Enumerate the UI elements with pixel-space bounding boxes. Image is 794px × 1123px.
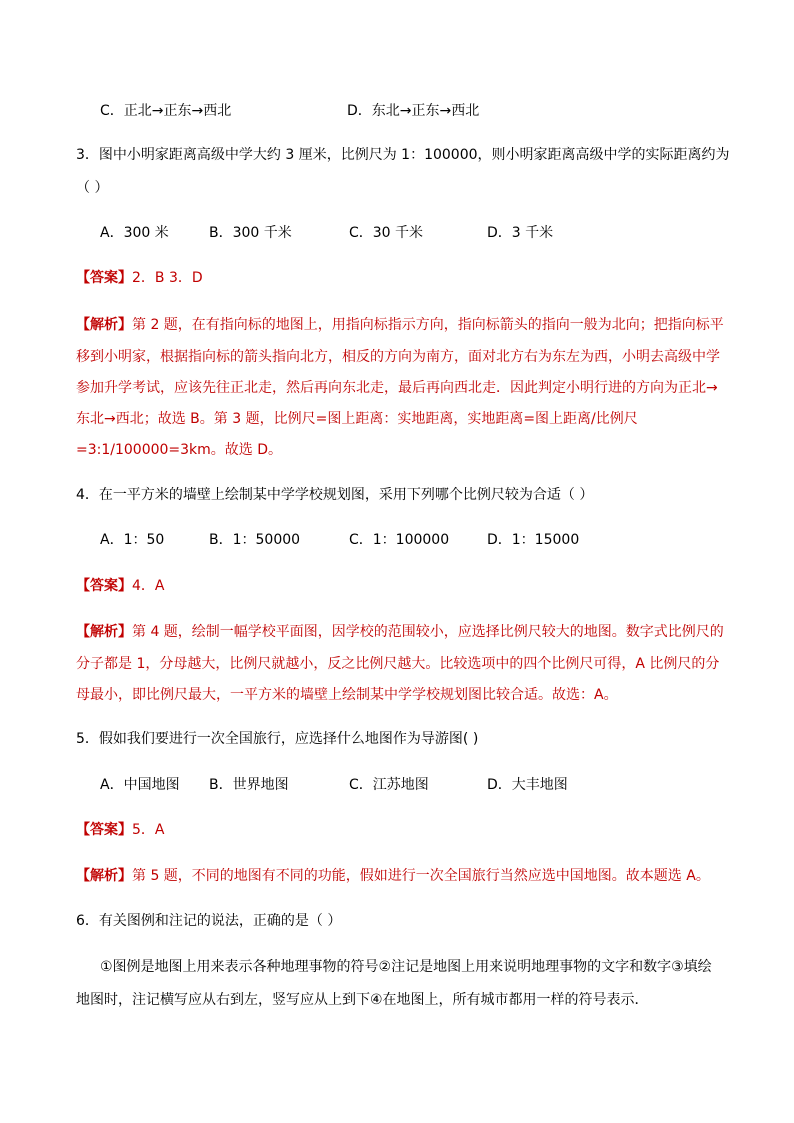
analysis-line-1 — [76, 622, 724, 642]
option-b: B．世界地图 — [209, 777, 289, 793]
answer-label: 【答案】 — [76, 578, 132, 594]
analysis-line-3: 参加升学考试，应该先往正北走，然后再向东北走，最后再向西北走．因此判定小明行进的方向为正北→ — [76, 380, 718, 396]
answer-label: 【答案】 — [76, 822, 132, 838]
analysis-line-2: 分子都是 1，分母越大，比例尺就越小，反之比例尺越大。比较选项中的四个比例尺可得，A 比例尺的分 — [76, 656, 720, 672]
option-d: D．3 千米 — [487, 225, 554, 241]
analysis-line-5: =3:1/100000=3km。故选 D。 — [76, 442, 283, 458]
analysis-label: 【解析】 — [76, 624, 132, 640]
option-a: A．1：50 — [100, 532, 165, 548]
option-c: C．江苏地图 — [349, 777, 429, 793]
answer-text: 2．B 3．D — [132, 270, 203, 286]
analysis-text: 第 5 题，不同的地图有不同的功能，假如进行一次全国旅行当然应选中国地图。故本题选 A。 — [132, 868, 710, 884]
option-b: B．300 千米 — [209, 225, 292, 241]
analysis-line-2: 移到小明家，根据指向标的箭头指向北方，相反的方向为南方，面对北方右为东左为西，小明去高级中学 — [76, 349, 720, 365]
analysis-text: 第 4 题，绘制一幅学校平面图，因学校的范围较小，应选择比例尺较大的地图。数字式比例尺的 — [132, 624, 724, 640]
answer-label: 【答案】 — [76, 270, 132, 286]
question-5-stem: 5．假如我们要进行一次全国旅行，应选择什么地图作为导游图( ) — [76, 731, 479, 747]
answer-text: 4．A — [132, 578, 165, 594]
question-3-paren: （ ） — [76, 180, 109, 196]
analysis-text: 第 2 题，在有指向标的地图上，用指向标指示方向，指向标箭头的指向一般为北向；把指向标平 — [132, 317, 724, 333]
option-d: D．东北→正东→西北 — [347, 103, 480, 119]
analysis-label: 【解析】 — [76, 868, 132, 884]
question-6-body-line-1: ①图例是地图上用来表示各种地理事物的符号②注记是地图上用来说明地理事物的文字和数字③填绘 — [100, 959, 712, 975]
question-4-stem: 4．在一平方米的墙壁上绘制某中学学校规划图，采用下列哪个比例尺较为合适（ ） — [76, 487, 594, 503]
answer-text: 5．A — [132, 822, 165, 838]
analysis-line-1 — [76, 866, 710, 886]
analysis-line-3: 母最小，即比例尺最大，一平方米的墙壁上绘制某中学学校规划图比较合适。故选：A。 — [76, 687, 618, 703]
question-6-stem: 6．有关图例和注记的说法，正确的是（ ） — [76, 913, 342, 929]
question-6-body-line-2: 地图时，注记横写应从右到左，竖写应从上到下④在地图上，所有城市都用一样的符号表示． — [76, 992, 649, 1008]
question-3-stem: 3．图中小明家距离高级中学大约 3 厘米，比例尺为 1：100000，则小明家距离高级中学的实际距离约为 — [76, 147, 730, 163]
answer-block — [76, 268, 203, 288]
option-a: A．中国地图 — [100, 777, 180, 793]
analysis-line-1 — [76, 315, 724, 335]
answer-block — [76, 820, 164, 840]
option-d: D．大丰地图 — [487, 777, 568, 793]
option-c: C．正北→正东→西北 — [100, 103, 232, 119]
option-d: D．1：15000 — [487, 532, 580, 548]
analysis-line-4: 东北→西北；故选 B。第 3 题，比例尺=图上距离：实地距离，实地距离=图上距离/比例尺 — [76, 411, 638, 427]
option-c: C．30 千米 — [349, 225, 424, 241]
option-a: A．300 米 — [100, 225, 169, 241]
analysis-label: 【解析】 — [76, 317, 132, 333]
option-b: B．1：50000 — [209, 532, 301, 548]
option-c: C．1：100000 — [349, 532, 450, 548]
answer-block — [76, 576, 164, 596]
